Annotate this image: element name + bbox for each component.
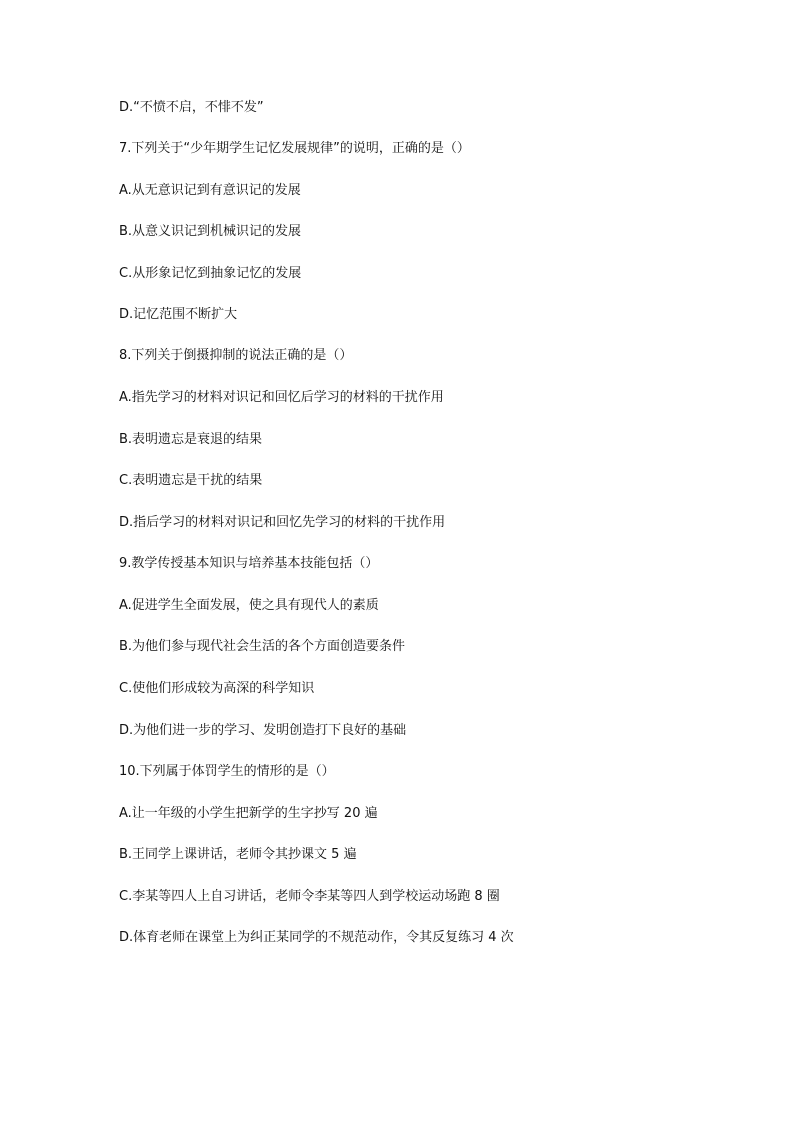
question-9: 9.教学传授基本知识与培养基本技能包括（） xyxy=(119,556,379,571)
option-9c: C.使他们形成较为高深的科学知识 xyxy=(119,681,315,696)
option-8a: A.指先学习的材料对识记和回忆后学习的材料的干扰作用 xyxy=(119,390,444,405)
option-7c: C.从形象记忆到抽象记忆的发展 xyxy=(119,266,302,281)
question-7: 7.下列关于“少年期学生记忆发展规律”的说明，正确的是（） xyxy=(119,141,470,156)
option-10d: D.体育老师在课堂上为纠正某同学的不规范动作，令其反复练习 4 次 xyxy=(119,930,514,945)
option-10c: C.李某等四人上自习讲话，老师令李某等四人到学校运动场跑 8 圈 xyxy=(119,889,500,904)
option-10a: A.让一年级的小学生把新学的生字抄写 20 遍 xyxy=(119,806,378,821)
option-8c: C.表明遗忘是干扰的结果 xyxy=(119,473,263,488)
question-10: 10.下列属于体罚学生的情形的是（） xyxy=(119,764,335,779)
option-9d: D.为他们进一步的学习、发明创造打下良好的基础 xyxy=(119,723,407,738)
option-9a: A.促进学生全面发展，使之具有现代人的素质 xyxy=(119,598,379,613)
option-7d: D.记忆范围不断扩大 xyxy=(119,307,238,322)
option-7b: B.从意义识记到机械识记的发展 xyxy=(119,224,302,239)
option-10b: B.王同学上课讲话，老师令其抄课文 5 遍 xyxy=(119,847,357,862)
option-8d: D.指后学习的材料对识记和回忆先学习的材料的干扰作用 xyxy=(119,515,446,530)
question-8: 8.下列关于倒摄抑制的说法正确的是（） xyxy=(119,348,353,363)
option-8b: B.表明遗忘是衰退的结果 xyxy=(119,432,263,447)
option-6d: D.“不愤不启，不悱不发” xyxy=(119,100,264,115)
option-7a: A.从无意识记到有意识记的发展 xyxy=(119,183,301,198)
option-9b: B.为他们参与现代社会生活的各个方面创造要条件 xyxy=(119,639,406,654)
